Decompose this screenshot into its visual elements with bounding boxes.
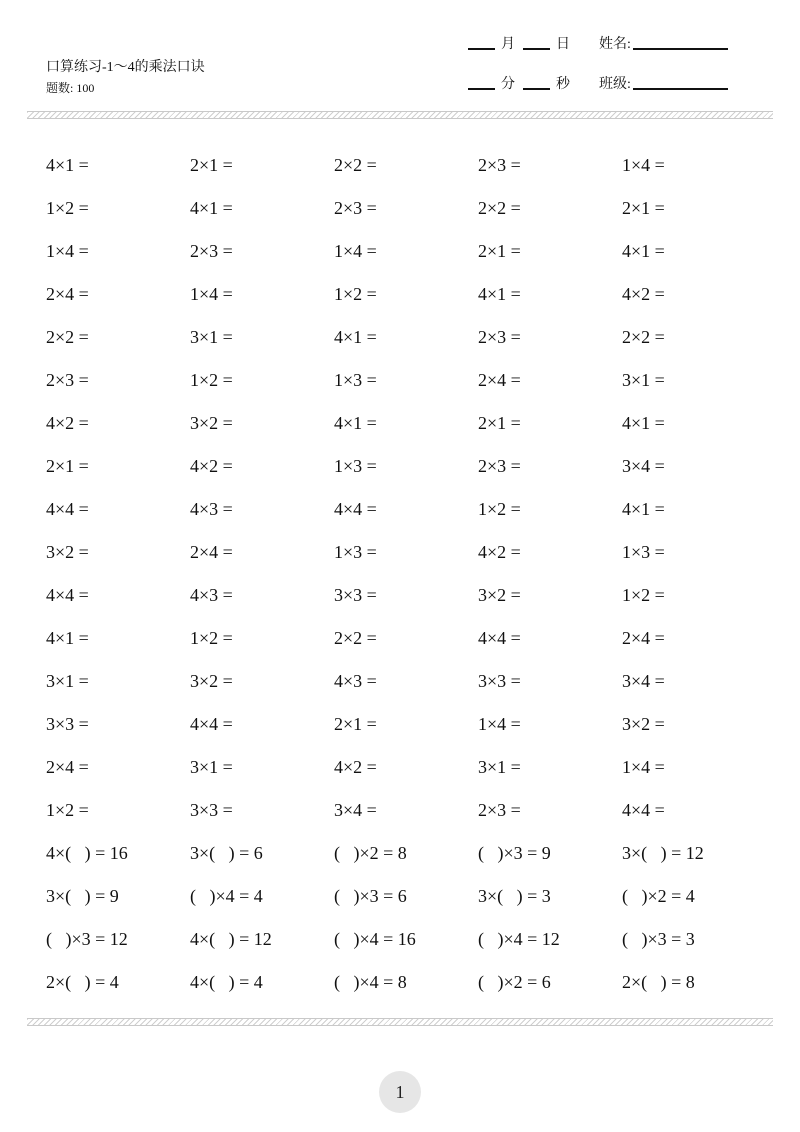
time-field	[468, 73, 578, 93]
problem-item: 2×2 =	[334, 155, 377, 175]
problem-item: 2×4 =	[46, 757, 89, 777]
problem-item: 2×1 =	[190, 155, 233, 175]
problem-item: ( )×4 = 8	[334, 972, 407, 992]
problem-item: 4×( ) = 16	[46, 843, 128, 863]
problem-item: 1×4 =	[334, 241, 377, 261]
problem-item: 2×4 =	[190, 542, 233, 562]
problem-item: 4×( ) = 4	[190, 972, 263, 992]
minute-blank[interactable]	[468, 88, 495, 90]
problem-item: 3×1 =	[190, 327, 233, 347]
problem-item: 1×2 =	[46, 800, 89, 820]
problem-item: 4×4 =	[46, 499, 89, 519]
problem-count: 题数: 100	[46, 81, 95, 95]
problem-item: ( )×3 = 9	[478, 843, 551, 863]
problem-grid	[46, 144, 766, 1004]
problem-item: 4×2 =	[334, 757, 377, 777]
problem-item: ( )×2 = 6	[478, 972, 551, 992]
month-label: 月	[501, 37, 515, 52]
problem-item: 3×2 =	[622, 714, 665, 734]
problem-item: 4×4 =	[478, 628, 521, 648]
second-blank[interactable]	[523, 88, 550, 90]
problem-item: 2×( ) = 4	[46, 972, 119, 992]
problem-item: 3×( ) = 3	[478, 886, 551, 906]
problem-item: 1×4 =	[46, 241, 89, 261]
problem-item: 2×3 =	[478, 155, 521, 175]
second-label: 秒	[556, 77, 570, 92]
problem-item: 3×1 =	[622, 370, 665, 390]
problem-item: 1×2 =	[190, 370, 233, 390]
problem-item: 1×4 =	[478, 714, 521, 734]
problem-item: 2×3 =	[478, 800, 521, 820]
bottom-divider	[27, 1018, 773, 1026]
problem-item: 3×( ) = 6	[190, 843, 263, 863]
problem-item: 4×2 =	[46, 413, 89, 433]
problem-item: 4×1 =	[190, 198, 233, 218]
top-divider	[27, 111, 773, 119]
problem-item: 3×2 =	[478, 585, 521, 605]
problem-item: 2×2 =	[478, 198, 521, 218]
problem-item: 4×1 =	[46, 155, 89, 175]
problem-item: 1×4 =	[622, 155, 665, 175]
problem-item: ( )×3 = 6	[334, 886, 407, 906]
problem-item: 3×3 =	[478, 671, 521, 691]
problem-item: 4×1 =	[622, 499, 665, 519]
problem-item: 2×1 =	[46, 456, 89, 476]
problem-item: 4×3 =	[190, 499, 233, 519]
problem-item: 2×3 =	[478, 456, 521, 476]
problem-item: 2×3 =	[190, 241, 233, 261]
name-field	[599, 33, 728, 53]
problem-item: ( )×3 = 12	[46, 929, 128, 949]
problem-item: 4×1 =	[46, 628, 89, 648]
problem-item: 3×1 =	[190, 757, 233, 777]
problem-item: 3×2 =	[46, 542, 89, 562]
problem-item: ( )×2 = 4	[622, 886, 695, 906]
problem-item: ( )×2 = 8	[334, 843, 407, 863]
problem-item: 4×4 =	[190, 714, 233, 734]
problem-item: ( )×3 = 3	[622, 929, 695, 949]
problem-item: ( )×4 = 4	[190, 886, 263, 906]
problem-item: 4×( ) = 12	[190, 929, 272, 949]
problem-item: 3×( ) = 9	[46, 886, 119, 906]
problem-item: ( )×4 = 12	[478, 929, 560, 949]
day-blank[interactable]	[523, 48, 550, 50]
problem-item: 1×3 =	[334, 542, 377, 562]
problem-item: 2×4 =	[622, 628, 665, 648]
problem-item: 1×3 =	[334, 370, 377, 390]
problem-item: 2×1 =	[478, 413, 521, 433]
day-label: 日	[556, 37, 570, 52]
problem-item: 1×4 =	[190, 284, 233, 304]
problem-item: 3×1 =	[46, 671, 89, 691]
problem-item: 1×2 =	[478, 499, 521, 519]
problem-item: 1×3 =	[334, 456, 377, 476]
problem-item: 1×2 =	[190, 628, 233, 648]
problem-item: 1×2 =	[622, 585, 665, 605]
problem-item: 2×2 =	[334, 628, 377, 648]
problem-item: 4×2 =	[190, 456, 233, 476]
class-label: 班级:	[599, 77, 631, 92]
problem-item: 3×4 =	[334, 800, 377, 820]
problem-item: 1×2 =	[46, 198, 89, 218]
problem-item: 3×2 =	[190, 671, 233, 691]
problem-item: 4×3 =	[334, 671, 377, 691]
problem-item: 4×1 =	[622, 241, 665, 261]
name-label: 姓名:	[599, 37, 631, 52]
problem-item: 3×3 =	[46, 714, 89, 734]
problem-item: 1×3 =	[622, 542, 665, 562]
problem-item: 4×4 =	[46, 585, 89, 605]
problem-item: 3×2 =	[190, 413, 233, 433]
date-field	[468, 33, 578, 53]
problem-item: 3×1 =	[478, 757, 521, 777]
problem-item: 3×3 =	[334, 585, 377, 605]
problem-item: 4×1 =	[334, 327, 377, 347]
name-blank[interactable]	[633, 48, 728, 50]
problem-item: 1×4 =	[622, 757, 665, 777]
problem-item: 1×2 =	[334, 284, 377, 304]
problem-item: 2×1 =	[478, 241, 521, 261]
problem-item: 2×4 =	[46, 284, 89, 304]
problem-item: 2×2 =	[622, 327, 665, 347]
class-field	[599, 73, 728, 93]
problem-item: 4×2 =	[478, 542, 521, 562]
problem-item: 4×1 =	[334, 413, 377, 433]
month-blank[interactable]	[468, 48, 495, 50]
problem-item: 2×1 =	[334, 714, 377, 734]
problem-item: 2×2 =	[46, 327, 89, 347]
problem-item: 3×4 =	[622, 671, 665, 691]
problem-item: 2×3 =	[46, 370, 89, 390]
problem-item: 4×4 =	[334, 499, 377, 519]
problem-item: 2×1 =	[622, 198, 665, 218]
problem-item: 2×4 =	[478, 370, 521, 390]
minute-label: 分	[501, 77, 515, 92]
problem-item: 2×3 =	[334, 198, 377, 218]
problem-item: 3×( ) = 12	[622, 843, 704, 863]
problem-item: ( )×4 = 16	[334, 929, 416, 949]
page-number: 1	[379, 1071, 421, 1113]
problem-item: 2×( ) = 8	[622, 972, 695, 992]
problem-item: 4×3 =	[190, 585, 233, 605]
problem-item: 4×4 =	[622, 800, 665, 820]
problem-item: 4×2 =	[622, 284, 665, 304]
worksheet-title: 口算练习-1～4的乘法口诀	[46, 60, 205, 75]
problem-item: 2×3 =	[478, 327, 521, 347]
problem-item: 4×1 =	[478, 284, 521, 304]
problem-item: 3×4 =	[622, 456, 665, 476]
problem-item: 4×1 =	[622, 413, 665, 433]
problem-item: 3×3 =	[190, 800, 233, 820]
class-blank[interactable]	[633, 88, 728, 90]
